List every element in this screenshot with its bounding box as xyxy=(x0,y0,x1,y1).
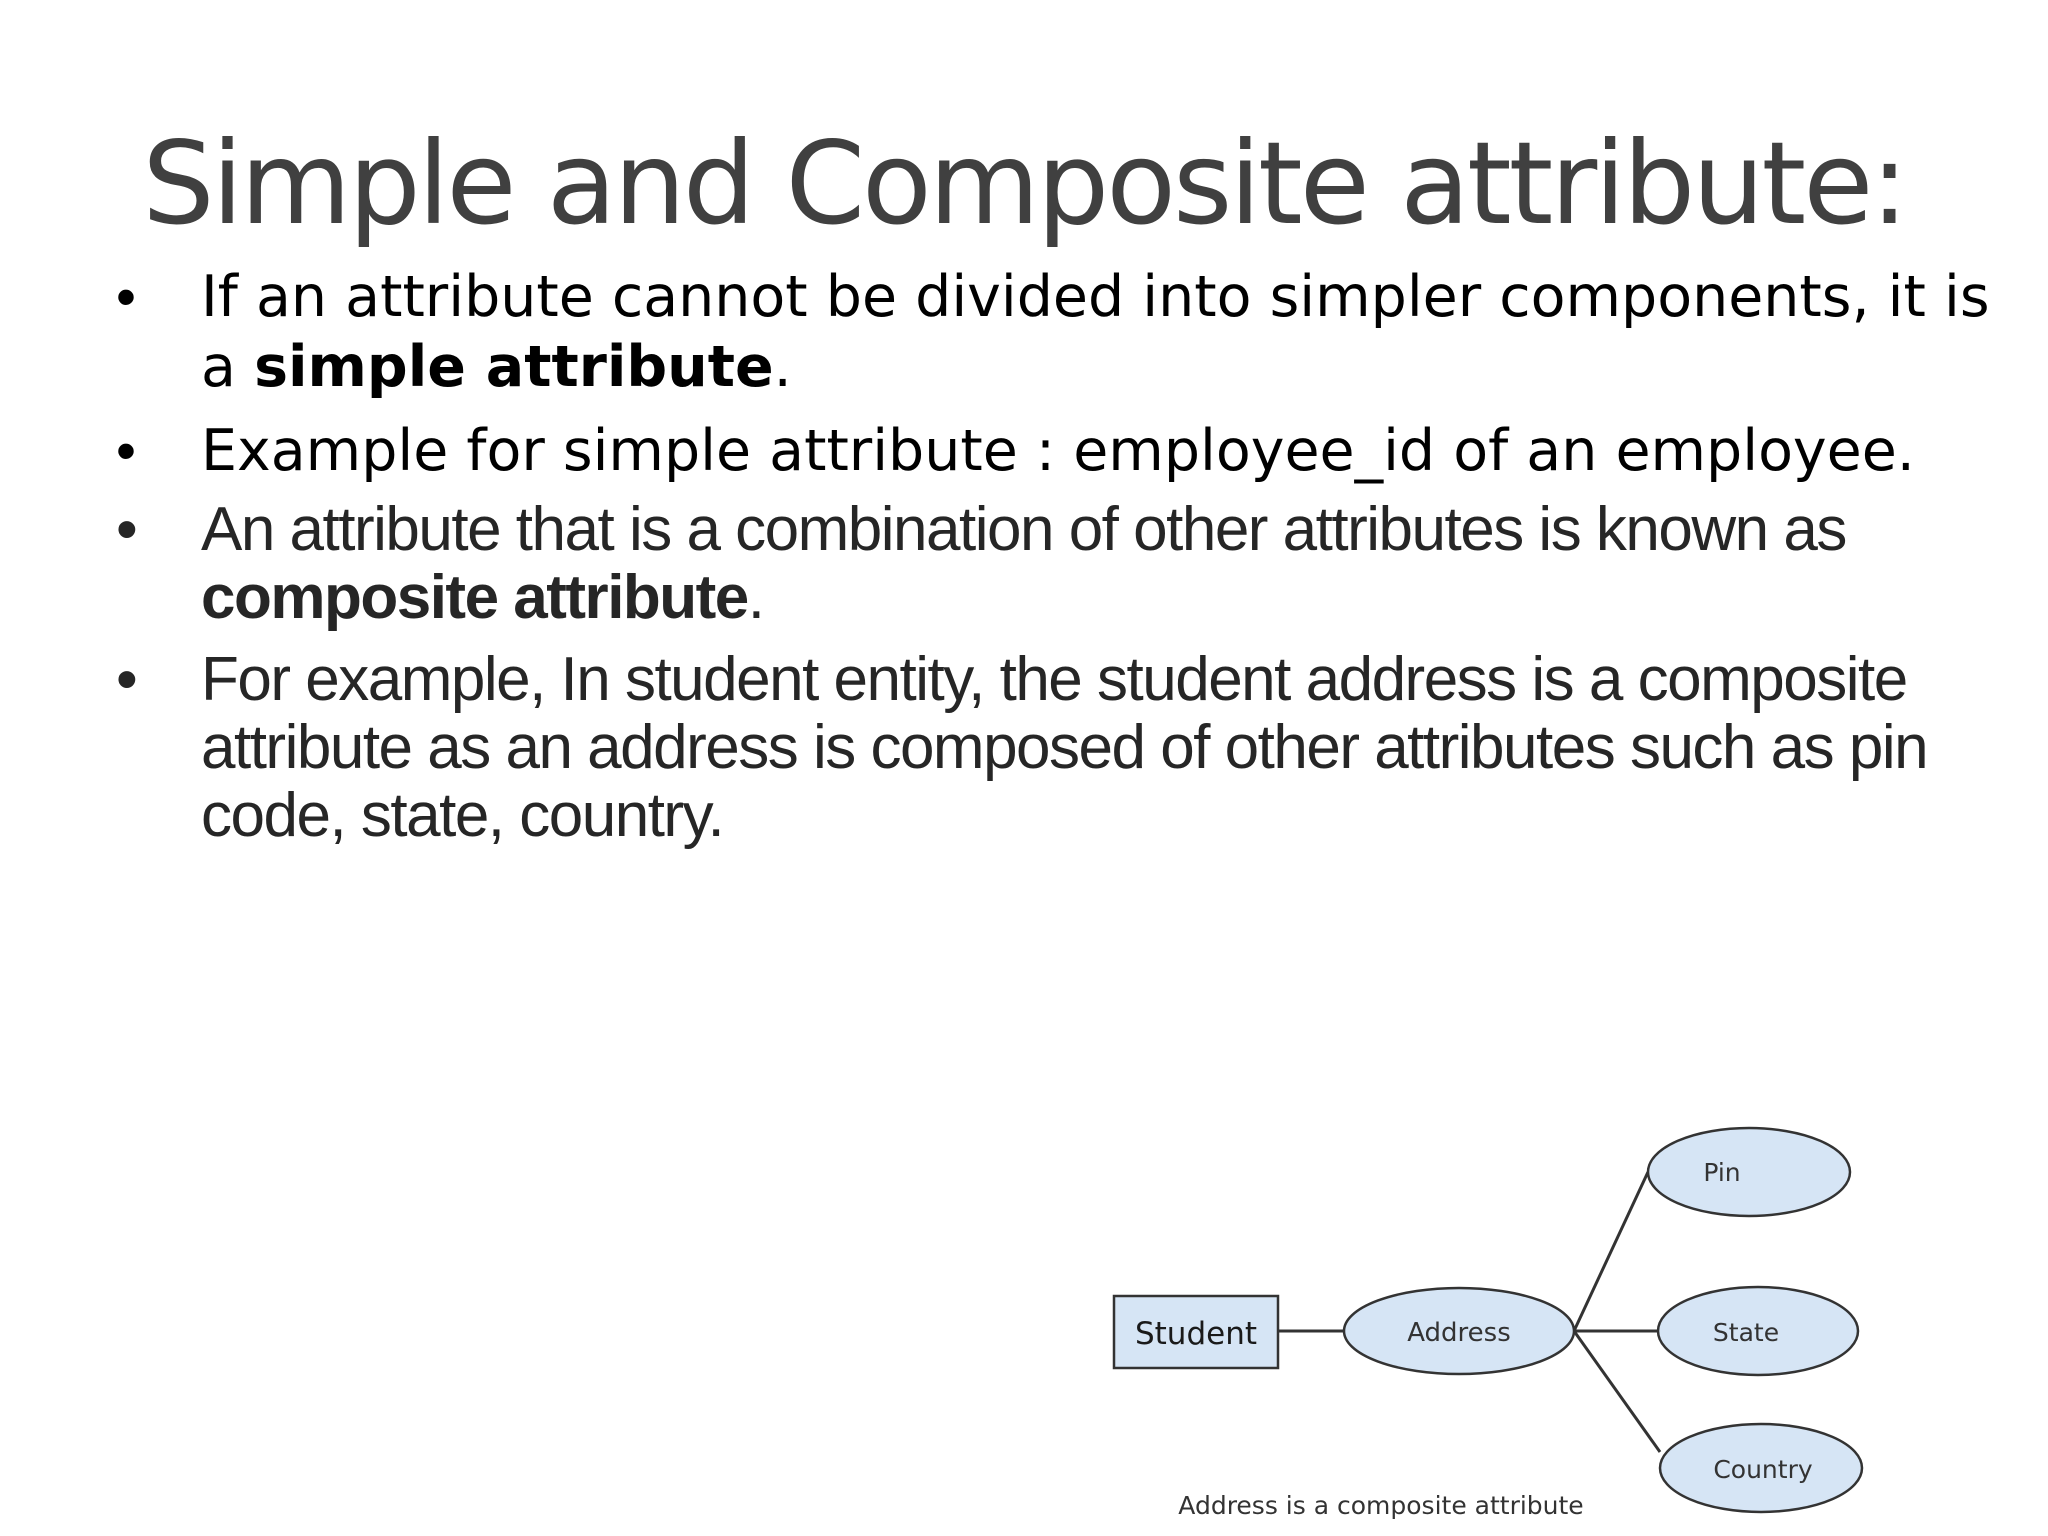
bullet-text: For example, In student entity, the student address is a composite attribute as an address is composed of other attributes such as pin code, state, country. xyxy=(201,645,1928,850)
bullet-dot: • xyxy=(116,419,136,483)
bullet-dot: • xyxy=(116,645,137,714)
attribute-pin-label: Pin xyxy=(1703,1158,1741,1187)
entity-student-label: Student xyxy=(1134,1316,1258,1352)
bullet-dot: • xyxy=(116,495,137,564)
connector-address-country xyxy=(1574,1331,1660,1452)
bullet-text: Example for simple attribute : employee_id of an employee. xyxy=(201,418,1915,484)
attribute-country-label: Country xyxy=(1713,1455,1813,1484)
diagram-caption: Address is a composite attribute xyxy=(1178,1491,1584,1520)
bullet-text-end: . xyxy=(747,563,764,632)
bullet-text: If an attribute cannot be divided into simpler components, it is a xyxy=(201,264,1990,400)
attribute-address-label: Address xyxy=(1407,1318,1511,1348)
bullet-text: An attribute that is a combination of other attributes is known as xyxy=(201,495,1846,564)
connector-address-pin xyxy=(1574,1172,1648,1331)
bold-term-composite-attribute: composite attribute xyxy=(201,563,748,632)
bullet-text-end: . xyxy=(773,334,792,400)
bold-term-simple-attribute: simple attribute xyxy=(254,334,774,400)
attribute-state-label: State xyxy=(1712,1318,1780,1347)
bullet-dot: • xyxy=(116,265,136,329)
attribute-pin-ellipse xyxy=(1648,1128,1850,1216)
slide-title: Simple and Composite attribute: xyxy=(142,117,1906,250)
